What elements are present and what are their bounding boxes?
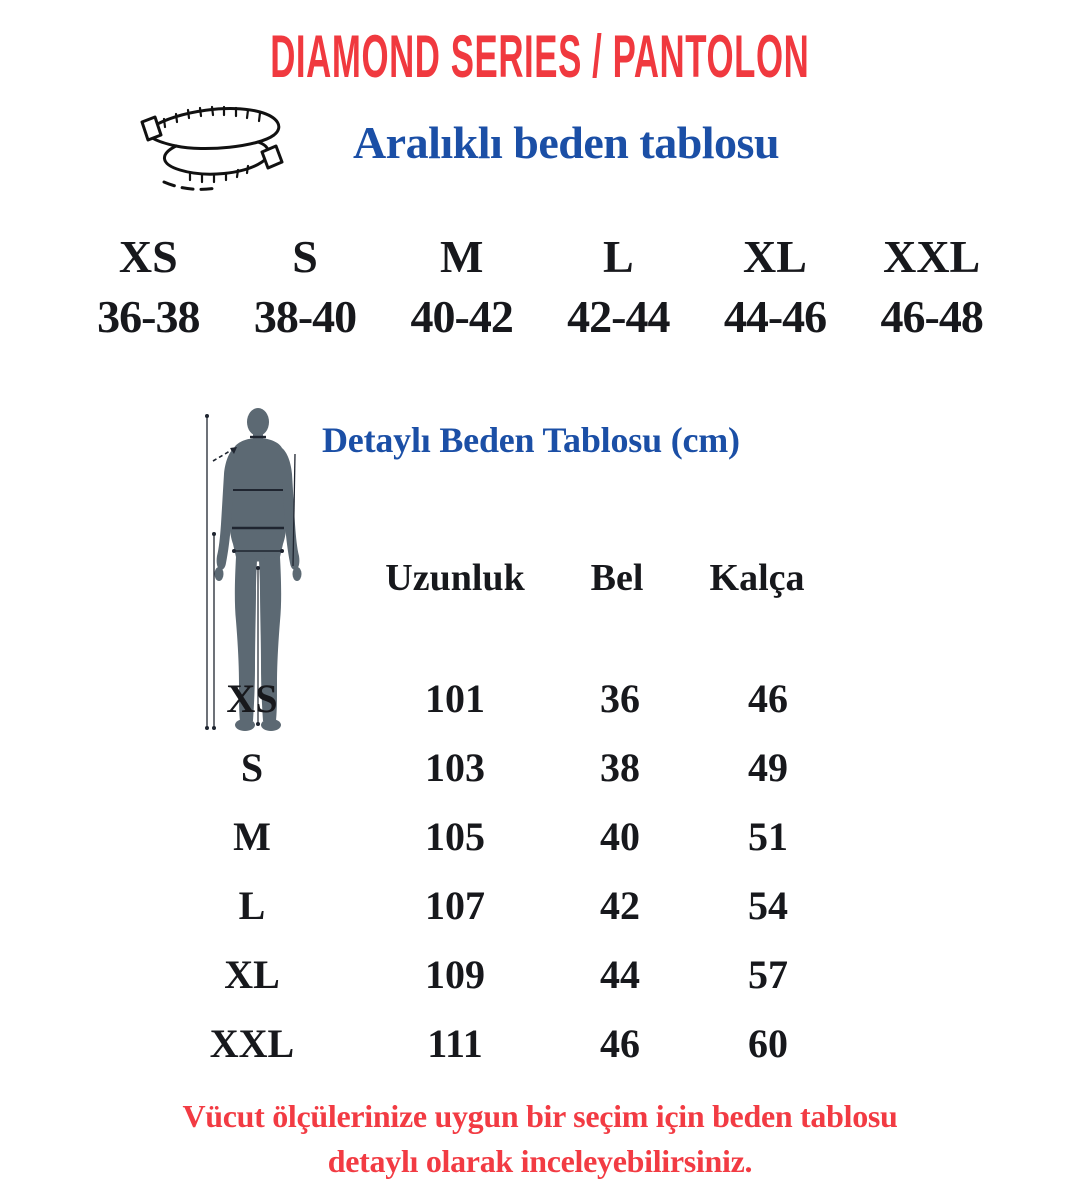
uzunluk-value: 103 — [425, 745, 485, 790]
column-header-uzunluk: Uzunluk — [385, 557, 525, 599]
kalca-value: 51 — [748, 814, 788, 859]
size-range: 44-46 — [723, 290, 827, 342]
footer-line-1: Vücut ölçülerinize uygun bir seçim için beden tablosu — [182, 1098, 898, 1134]
column-header-kalca: Kalça — [709, 557, 805, 599]
size-column-xs — [70, 232, 227, 342]
size-label: S — [292, 231, 318, 282]
size-column-m — [383, 232, 540, 342]
bel-value: 38 — [600, 745, 640, 790]
kalca-value: 46 — [748, 676, 788, 721]
size-column-s — [227, 232, 384, 342]
size-range: 42-44 — [567, 290, 670, 342]
range-table-heading: Aralıklı beden tablosu — [352, 117, 780, 168]
footer-note — [0, 1094, 1080, 1184]
size-label: XXL — [883, 231, 981, 282]
size-column-l — [540, 232, 697, 342]
size-range: 36-38 — [97, 290, 200, 342]
row-label: XXL — [209, 1021, 295, 1066]
column-header-bel: Bel — [590, 557, 644, 599]
size-range: 38-40 — [253, 290, 357, 342]
bel-value: 42 — [600, 883, 640, 928]
size-column-xl — [697, 232, 854, 342]
uzunluk-value: 101 — [425, 676, 485, 721]
size-label: L — [602, 231, 634, 282]
row-label: XS — [226, 676, 278, 721]
kalca-value: 49 — [748, 745, 788, 790]
bel-value: 46 — [600, 1021, 640, 1066]
kalca-value: 57 — [748, 952, 788, 997]
row-label: S — [240, 745, 264, 790]
uzunluk-value: 109 — [425, 952, 485, 997]
size-range: 46-48 — [880, 290, 983, 342]
detailed-table-heading: Detaylı Beden Tablosu (cm) — [322, 420, 740, 460]
size-range: 40-42 — [410, 290, 513, 342]
page-title — [0, 22, 1080, 91]
size-label: M — [439, 231, 484, 282]
kalca-value: 60 — [748, 1021, 788, 1066]
size-column-xxl — [853, 232, 1010, 342]
detailed-table-size-column — [210, 664, 294, 1078]
row-label: XL — [224, 952, 280, 997]
row-label: L — [238, 883, 266, 928]
footer-line-2: detaylı olarak inceleyebilirsiniz. — [327, 1142, 753, 1179]
bel-value: 36 — [600, 676, 640, 721]
size-label: XS — [118, 231, 178, 282]
kalca-value: 54 — [748, 883, 788, 928]
row-label: M — [233, 814, 271, 859]
detailed-table-bel-column — [600, 664, 640, 1078]
uzunluk-value: 105 — [425, 814, 485, 859]
bel-value: 44 — [600, 952, 640, 997]
uzunluk-value: 111 — [427, 1021, 483, 1066]
detailed-table-kalca-column — [748, 664, 788, 1078]
bel-value: 40 — [600, 814, 640, 859]
page-title-text: DIAMOND SERIES / PANTOLON — [270, 23, 810, 90]
size-label: XL — [743, 231, 807, 282]
uzunluk-value: 107 — [425, 883, 485, 928]
size-range-table — [70, 232, 1010, 342]
detailed-table-uzunluk-column — [425, 664, 485, 1078]
